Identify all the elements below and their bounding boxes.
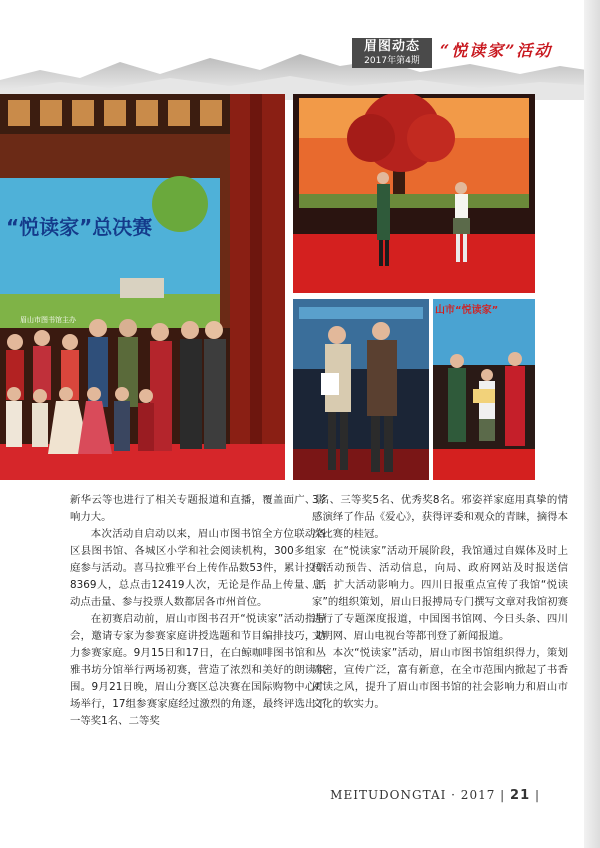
article-column-right xyxy=(312,492,568,713)
article-paragraph: 3名、三等奖5名、优秀奖8名。邪姿祥家庭用真挚的情感演绎了作品《爱心》，获得评委和观众的青睐，摘得本次比赛的桂冠。 xyxy=(312,494,568,540)
article-column-left xyxy=(70,492,326,730)
article-paragraph: 本次“悦读家”活动，眉山市图书馆组织得力，策划周密，宣传广泛，富有新意，在全市范围内掀起了书香阅读之风，提升了眉山市图书馆的社会影响力和眉山市文化的软实力。 xyxy=(312,647,568,710)
stage-screen-title: “悦读家”总决赛 xyxy=(6,215,153,239)
event-brand-title: “悦读家”活动 xyxy=(440,41,553,60)
footer-end-bar: | xyxy=(534,788,540,802)
photo-certificate-winner xyxy=(433,299,535,480)
stage-screen-caption: 眉山市图书馆主办 xyxy=(20,316,76,324)
running-title: MEITUDONGTAI · 2017 | xyxy=(330,788,506,802)
page-number: 21 xyxy=(510,788,531,803)
section-title: 眉图动态 xyxy=(363,39,420,54)
issue-label: 2017年第4期 xyxy=(364,56,420,66)
article-paragraph: 新华云等也进行了相关专题报道和直播，覆盖面广、影响力大。 xyxy=(70,494,326,523)
section-badge xyxy=(352,38,432,68)
page-edge-stripe xyxy=(584,0,600,848)
article-paragraph: 本次活动自启动以来，眉山市图书馆全方位联动各区县图书馆、各城区小学和社会阅读机构，300多组家庭参与活动。喜马拉雅平台上传作品数53件，累计投票8369人，总点击12419人次，无论是作品上传量、活动点击量、参与投票人数都居各市州首位。 xyxy=(70,528,326,608)
banner-text: 山市“悦读家” xyxy=(435,305,499,316)
photo-stage-recitation xyxy=(293,94,535,293)
photo-final-competition xyxy=(0,94,285,480)
article-paragraph: 在初赛启动前，眉山市图书召开“悦读家”活动指导会，邀请专家为参赛家庭讲授选题和节目编排技巧，助力参赛家庭。9月15日和17日，在白鲸咖啡图书馆和丛雅书坊分馆举行两场初赛，营造了浓烈和美好的朗读氛围。9月21日晚，眉山分赛区总决赛在国际购物中心广场举行，17组参赛家庭经过激烈的角逐，最终评选出了一等奖1名、二等奖 xyxy=(70,613,326,727)
photo-award-officials xyxy=(293,299,429,480)
article-paragraph: 在“悦读家”活动开展阶段，我馆通过自媒体及时上传活动预告、活动信息，向局、政府网站及时报送信息，扩大活动影响力。四川日报重点宣传了我馆“悦读家”的组织策划，眉山日报搏局专门撰写文章对我馆初赛进行了专题深度报道，中国图书馆网、今日头条、四川文明网、眉山电视台等都刊登了新闻报道。 xyxy=(312,545,568,642)
page-footer xyxy=(330,788,540,803)
